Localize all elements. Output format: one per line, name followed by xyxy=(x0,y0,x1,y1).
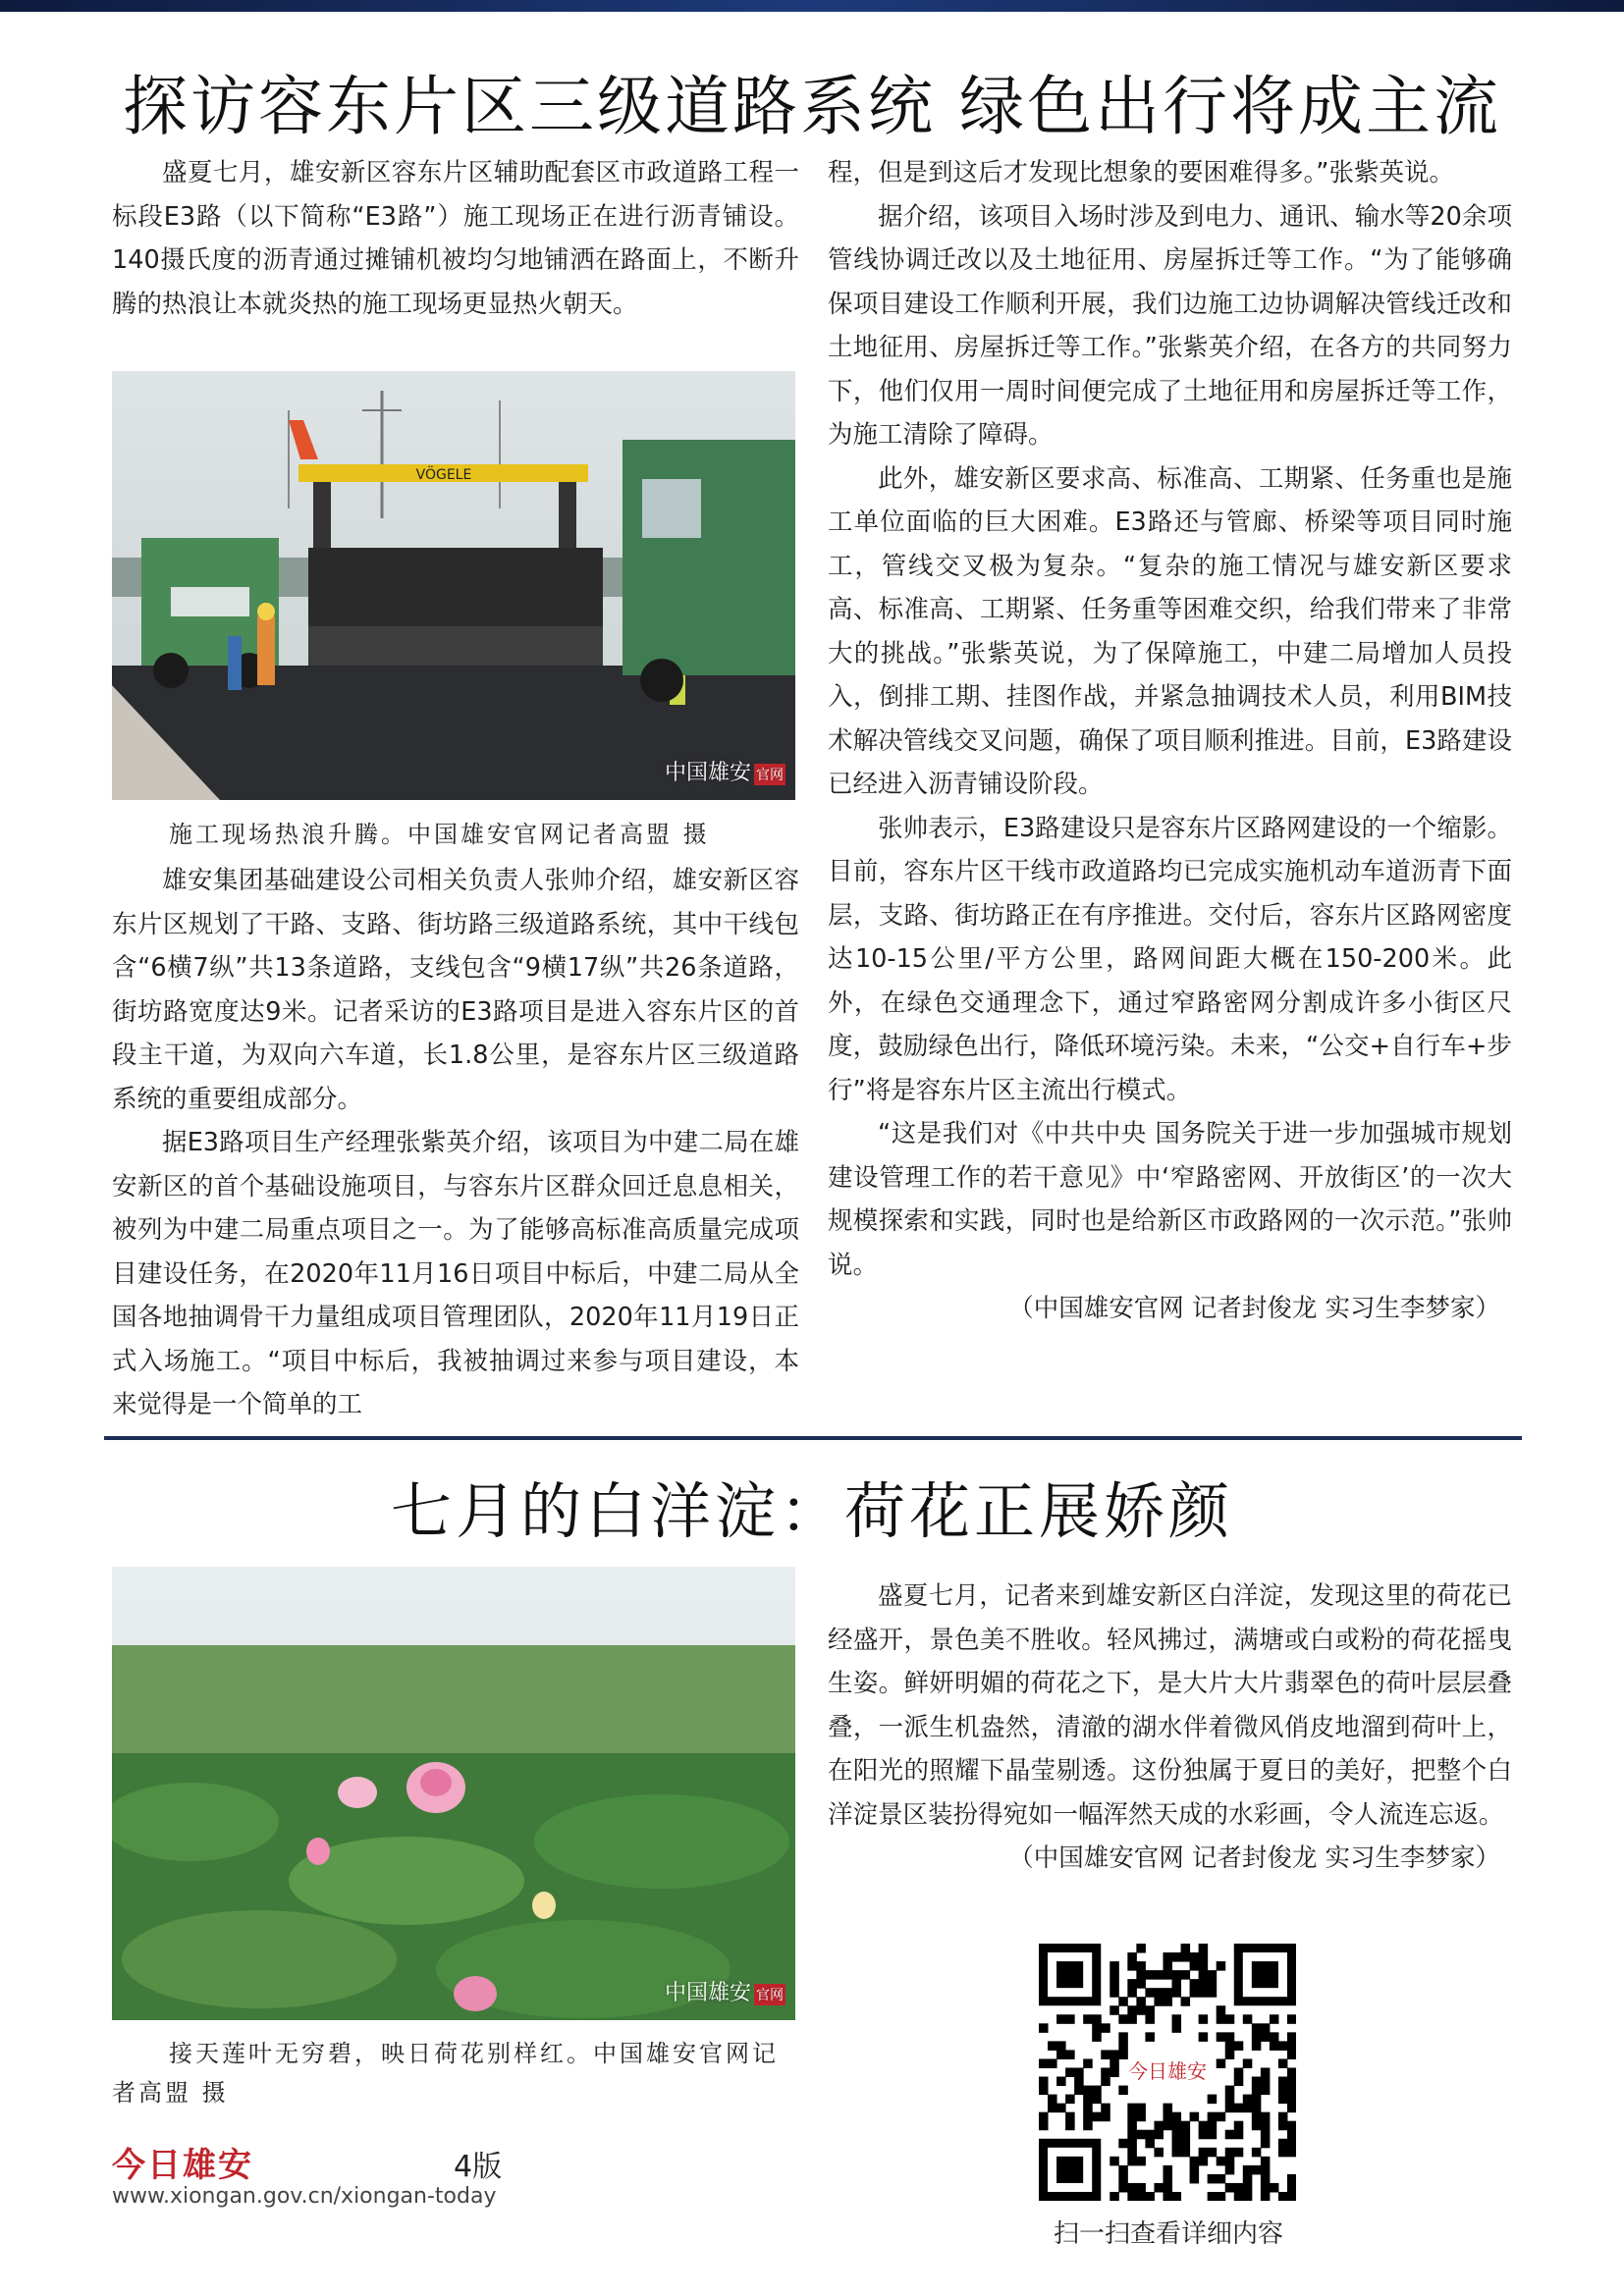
qr-module xyxy=(1127,1979,1137,1989)
article1-paragraph: 盛夏七月，雄安新区容东片区辅助配套区市政道路工程一标段E3路（以下简称“E3路”）施工现场正在进行沥青铺设。140摄氏度的沥青通过摊铺机被均匀地铺洒在路面上，不断升腾的热浪让本就炎热的施工现场更显热火朝天。 xyxy=(112,158,799,319)
qr-module xyxy=(1243,2192,1253,2201)
qr-module xyxy=(1127,2014,1137,2024)
qr-module xyxy=(1287,2050,1296,2059)
qr-module xyxy=(1261,2121,1271,2131)
qr-module xyxy=(1127,2130,1137,2140)
qr-module xyxy=(1181,2139,1191,2149)
qr-module xyxy=(1261,2130,1271,2140)
qr-module xyxy=(1208,2130,1218,2140)
article2-byline: （中国雄安官网 记者封俊龙 实习生李梦家） xyxy=(1008,1843,1500,1873)
qr-module xyxy=(1048,2058,1057,2068)
article1-paragraph: 雄安集团基础建设公司相关负责人张帅介绍，雄安新区容东片区规划了干路、支路、街坊路三级道路系统，其中干线包含“6横7纵”共13条道路，支线包含“9横17纵”共26条道路，街坊路宽度达9米。记者采访的E3路项目是进入容东片区的首段主干道，为双向六车道，长1.8公里，是容东片区三级道路系统的重要组成部分。 xyxy=(112,866,799,1114)
qr-module xyxy=(1163,1952,1172,1962)
qr-module xyxy=(1287,2095,1296,2105)
section-divider xyxy=(104,1436,1522,1440)
qr-module xyxy=(1208,1970,1218,1980)
qr-module xyxy=(1136,1944,1146,1953)
qr-module xyxy=(1243,2165,1253,2175)
qr-module xyxy=(1163,2192,1172,2201)
qr-module xyxy=(1136,1961,1146,1971)
qr-module xyxy=(1172,2023,1182,2033)
qr-module xyxy=(1217,2005,1226,2015)
qr-module xyxy=(1278,2041,1288,2051)
qr-module xyxy=(1136,2112,1146,2122)
qr-module xyxy=(1145,1970,1155,1980)
qr-module xyxy=(1234,2130,1244,2140)
qr-module xyxy=(1217,1961,1226,1971)
qr-module xyxy=(1154,1988,1164,1998)
qr-module xyxy=(1101,2077,1110,2087)
qr-module xyxy=(1083,2014,1093,2024)
qr-module xyxy=(1208,2174,1218,2184)
qr-module xyxy=(1065,2050,1075,2059)
qr-module xyxy=(1261,2183,1271,2193)
article1-byline: （中国雄安官网 记者封俊龙 实习生李梦家） xyxy=(1008,1294,1500,1323)
qr-module xyxy=(1110,1961,1119,1971)
qr-module xyxy=(1172,1979,1182,1989)
qr-module xyxy=(1074,2077,1084,2087)
qr-module xyxy=(1110,1979,1119,1989)
qr-module xyxy=(1163,2104,1172,2113)
qr-module xyxy=(1118,2014,1128,2024)
qr-module xyxy=(1208,1988,1218,1998)
qr-module xyxy=(1065,2121,1075,2131)
qr-module xyxy=(1074,2086,1084,2096)
photo-watermark: 中国雄安 官网 xyxy=(664,1981,784,2005)
qr-module xyxy=(1225,2165,1235,2175)
qr-module xyxy=(1056,2041,1066,2051)
qr-code-caption: 扫一扫查看详细内容 xyxy=(1053,2219,1283,2249)
qr-module xyxy=(1172,2139,1182,2149)
qr-module xyxy=(1199,2148,1209,2158)
qr-module xyxy=(1234,2041,1244,2051)
qr-module xyxy=(1110,2067,1119,2077)
qr-module xyxy=(1048,2104,1057,2113)
qr-module xyxy=(1163,1997,1172,2006)
qr-module xyxy=(1145,2005,1155,2015)
qr-module xyxy=(1154,2148,1164,2158)
qr-module xyxy=(1163,1961,1172,1971)
article1-paragraph: 程，但是到这后才发现比想象的要困难得多。”张紫英说。 xyxy=(828,158,1454,187)
footer-logo: 今日雄安 xyxy=(112,2146,253,2185)
qr-module xyxy=(1287,2014,1296,2024)
qr-module xyxy=(1234,2067,1244,2077)
article1-title: 探访容东片区三级道路系统 绿色出行将成主流 xyxy=(123,69,1501,144)
article2-title: 七月的白洋淀：荷花正展娇颜 xyxy=(390,1475,1233,1547)
qr-module xyxy=(1154,1970,1164,1980)
qr-module xyxy=(1287,2174,1296,2184)
qr-module xyxy=(1225,2050,1235,2059)
qr-module xyxy=(1154,2183,1164,2193)
qr-module xyxy=(1270,2041,1279,2051)
qr-module xyxy=(1092,2086,1102,2096)
qr-module xyxy=(1208,2121,1218,2131)
qr-module xyxy=(1225,2130,1235,2140)
qr-module xyxy=(1065,2112,1075,2122)
qr-module xyxy=(1225,2148,1235,2158)
qr-module xyxy=(1163,2121,1172,2131)
qr-module xyxy=(1136,2130,1146,2140)
qr-module xyxy=(1278,2058,1288,2068)
article1-column-left xyxy=(112,151,799,326)
qr-module xyxy=(1118,2139,1128,2149)
qr-module xyxy=(1127,2139,1137,2149)
qr-module xyxy=(1083,2086,1093,2096)
qr-module xyxy=(1154,1997,1164,2006)
qr-module xyxy=(1252,2112,1262,2122)
qr-module xyxy=(1154,2130,1164,2140)
svg-text:VÖGELE: VÖGELE xyxy=(415,467,472,483)
qr-module xyxy=(1217,2014,1226,2024)
qr-module xyxy=(1287,2183,1296,2193)
qr-module xyxy=(1136,2183,1146,2193)
qr-module xyxy=(1110,1988,1119,1998)
qr-module xyxy=(1145,2032,1155,2042)
qr-module xyxy=(1127,2121,1137,2131)
qr-module xyxy=(1287,2077,1296,2087)
qr-module xyxy=(1181,1970,1191,1980)
qr-module xyxy=(1208,2148,1218,2158)
qr-module xyxy=(1278,2077,1288,2087)
qr-module xyxy=(1261,2139,1271,2149)
qr-module xyxy=(1110,2050,1119,2059)
qr-finder xyxy=(1056,1961,1083,1988)
qr-module xyxy=(1163,1988,1172,1998)
qr-module xyxy=(1252,2077,1262,2087)
qr-module xyxy=(1083,2112,1093,2122)
qr-module xyxy=(1101,2067,1110,2077)
qr-module xyxy=(1261,2067,1271,2077)
qr-module xyxy=(1172,2130,1182,2140)
qr-module xyxy=(1243,2014,1253,2024)
qr-module xyxy=(1127,2157,1137,2166)
qr-module xyxy=(1199,1979,1209,1989)
qr-module xyxy=(1252,2121,1262,2131)
qr-module xyxy=(1163,2174,1172,2184)
top-banner-bar xyxy=(0,0,1624,12)
qr-module xyxy=(1127,1952,1137,1962)
qr-center-logo: 今日雄安 xyxy=(1128,2059,1207,2083)
qr-module xyxy=(1145,2014,1155,2024)
qr-module xyxy=(1225,2041,1235,2051)
qr-module xyxy=(1234,2104,1244,2113)
qr-module xyxy=(1163,2112,1172,2122)
qr-module xyxy=(1065,2095,1075,2105)
qr-module xyxy=(1199,2014,1209,2024)
qr-module xyxy=(1127,2112,1137,2122)
qr-module xyxy=(1217,2157,1226,2166)
qr-module xyxy=(1208,2112,1218,2122)
qr-module xyxy=(1199,2130,1209,2140)
qr-module xyxy=(1092,2095,1102,2105)
qr-module xyxy=(1039,2112,1049,2122)
qr-module xyxy=(1234,2121,1244,2131)
qr-module xyxy=(1199,2121,1209,2131)
qr-module xyxy=(1234,2148,1244,2158)
qr-module xyxy=(1101,2023,1110,2033)
qr-module xyxy=(1039,2077,1049,2087)
qr-module xyxy=(1287,2067,1296,2077)
photo-watermark: 中国雄安 官网 xyxy=(664,761,784,785)
qr-module xyxy=(1172,2014,1182,2024)
qr-module xyxy=(1243,2183,1253,2193)
qr-module xyxy=(1190,1988,1200,1998)
qr-module xyxy=(1199,1944,1209,1953)
qr-module xyxy=(1074,2067,1084,2077)
qr-module xyxy=(1208,2192,1218,2201)
qr-module xyxy=(1252,2086,1262,2096)
qr-module xyxy=(1172,1988,1182,1998)
qr-module xyxy=(1056,2050,1066,2059)
qr-module xyxy=(1217,2192,1226,2201)
qr-module xyxy=(1261,2086,1271,2096)
qr-module xyxy=(1083,2095,1093,2105)
qr-module xyxy=(1039,2086,1049,2096)
qr-module xyxy=(1252,2148,1262,2158)
qr-module xyxy=(1270,2032,1279,2042)
qr-module xyxy=(1190,2112,1200,2122)
qr-module xyxy=(1039,2023,1049,2033)
qr-module xyxy=(1136,2005,1146,2015)
qr-module xyxy=(1118,1997,1128,2006)
qr-module xyxy=(1181,2121,1191,2131)
qr-module xyxy=(1118,2183,1128,2193)
qr-module xyxy=(1225,2157,1235,2166)
qr-module xyxy=(1225,2183,1235,2193)
qr-module xyxy=(1261,2023,1271,2033)
qr-module xyxy=(1261,2157,1271,2166)
qr-module xyxy=(1101,2104,1110,2113)
qr-module xyxy=(1261,2077,1271,2087)
qr-module xyxy=(1261,2174,1271,2184)
construction-photo xyxy=(112,371,795,800)
qr-module xyxy=(1243,2104,1253,2113)
qr-module xyxy=(1136,2157,1146,2166)
qr-module xyxy=(1163,1970,1172,1980)
construction-photo-caption: 施工现场热浪升腾。中国雄安官网记者高盟 摄 xyxy=(169,821,710,848)
qr-module xyxy=(1217,2058,1226,2068)
lotus-photo xyxy=(112,1567,795,2020)
qr-module xyxy=(1145,2139,1155,2149)
qr-module xyxy=(1252,2041,1262,2051)
qr-module xyxy=(1252,2023,1262,2033)
qr-module xyxy=(1278,2139,1288,2149)
qr-module xyxy=(1287,2041,1296,2051)
qr-module xyxy=(1127,2104,1137,2113)
qr-module xyxy=(1287,2148,1296,2158)
qr-module xyxy=(1127,2183,1137,2193)
qr-module xyxy=(1092,2014,1102,2024)
qr-module xyxy=(1278,2192,1288,2201)
qr-module xyxy=(1199,1988,1209,1998)
qr-module xyxy=(1118,2050,1128,2059)
qr-module xyxy=(1243,2174,1253,2184)
qr-module xyxy=(1172,2112,1182,2122)
qr-module xyxy=(1261,2192,1271,2201)
qr-module xyxy=(1118,2041,1128,2051)
qr-module xyxy=(1092,2032,1102,2042)
qr-module xyxy=(1065,2067,1075,2077)
article1-paragraph: 张帅表示，E3路建设只是容东片区路网建设的一个缩影。目前，容东片区干线市政道路均已完成实施机动车道沥青下面层，支路、街坊路正在有序推进。交付后，容东片区路网密度达10-15公里/平方公里，路网间距大概在150-200米。此外，在绿色交通理念下，通过窄路密网分割成许多小街区尺度，鼓励绿色出行，降低环境污染。未来，“公交+自行车+步行”将是容东片区主流出行模式。 xyxy=(828,813,1512,1105)
qr-module xyxy=(1136,1997,1146,2006)
qr-module xyxy=(1270,2183,1279,2193)
qr-module xyxy=(1225,2104,1235,2113)
qr-module xyxy=(1118,2086,1128,2096)
qr-module xyxy=(1145,2130,1155,2140)
qr-module xyxy=(1270,2014,1279,2024)
qr-module xyxy=(1287,2032,1296,2042)
lotus-photo-caption: 接天莲叶无穷碧，映日荷花别样红。中国雄安官网记者高盟 摄 xyxy=(112,2040,779,2107)
qr-module xyxy=(1083,2058,1093,2068)
qr-module xyxy=(1145,2192,1155,2201)
qr-module xyxy=(1083,2121,1093,2131)
qr-module xyxy=(1278,2112,1288,2122)
qr-module xyxy=(1278,2148,1288,2158)
qr-module xyxy=(1278,2086,1288,2096)
qr-module xyxy=(1039,2121,1049,2131)
qr-module xyxy=(1234,2192,1244,2201)
qr-module xyxy=(1278,2121,1288,2131)
qr-module xyxy=(1136,2192,1146,2201)
article1-paragraph: 此外，雄安新区要求高、标准高、工期紧、任务重也是施工单位面临的巨大困难。E3路还与管廊、桥梁等项目同时施工，管线交叉极为复杂。“复杂的施工情况与雄安新区要求高、标准高、工期紧、任务重等困难交织，给我们带来了非常大的挑战。”张紫英说，为了保障施工，中建二局增加人员投入，倒排工期、挂图作战，并紧急抽调技术人员，利用BIM技术解决管线交叉问题，确保了项目顺利推进。目前，E3路建设已经进入沥青铺设阶段。 xyxy=(828,463,1512,799)
qr-module xyxy=(1234,2077,1244,2087)
qr-module xyxy=(1190,2157,1200,2166)
qr-module xyxy=(1199,1952,1209,1962)
qr-module xyxy=(1217,2112,1226,2122)
qr-module xyxy=(1127,2148,1137,2158)
qr-module xyxy=(1287,2130,1296,2140)
qr-module xyxy=(1065,2014,1075,2024)
qr-module xyxy=(1287,2121,1296,2131)
qr-module xyxy=(1118,2174,1128,2184)
qr-module xyxy=(1048,2095,1057,2105)
qr-module xyxy=(1225,2032,1235,2042)
qr-module xyxy=(1208,2095,1218,2105)
qr-module xyxy=(1287,2086,1296,2096)
qr-module xyxy=(1127,1988,1137,1998)
qr-module xyxy=(1127,1961,1137,1971)
qr-finder xyxy=(1252,1961,1278,1988)
qr-module xyxy=(1190,1961,1200,1971)
qr-module xyxy=(1101,2050,1110,2059)
qr-module xyxy=(1261,2165,1271,2175)
qr-module xyxy=(1145,1988,1155,1998)
qr-module xyxy=(1287,2192,1296,2201)
qr-module xyxy=(1261,2032,1271,2042)
qr-module xyxy=(1172,2192,1182,2201)
qr-module xyxy=(1181,1997,1191,2006)
article1-paragraph: 据E3路项目生产经理张紫英介绍，该项目为中建二局在雄安新区的首个基础设施项目，与容东片区群众回迁息息相关，被列为中建二局重点项目之一。为了能够高标准高质量完成项目建设任务，在2020年11月16日项目中标后，中建二局从全国各地抽调骨干力量组成项目管理团队，2020年11月19日正式入场施工。“项目中标后，我被抽调过来参与项目建设，本来觉得是一个简单的工 xyxy=(112,1128,799,1419)
qr-module xyxy=(1039,2058,1049,2068)
qr-module xyxy=(1199,1970,1209,1980)
qr-module xyxy=(1199,2032,1209,2042)
qr-module xyxy=(1092,2023,1102,2033)
page-number: 4版 xyxy=(454,2150,503,2184)
qr-module xyxy=(1048,2041,1057,2051)
qr-module xyxy=(1181,2148,1191,2158)
qr-module xyxy=(1163,2165,1172,2175)
qr-module xyxy=(1287,2139,1296,2149)
qr-module xyxy=(1208,1979,1218,1989)
qr-module xyxy=(1234,2183,1244,2193)
qr-module xyxy=(1217,2174,1226,2184)
qr-module xyxy=(1199,1961,1209,1971)
qr-module xyxy=(1225,2095,1235,2105)
qr-module xyxy=(1110,2157,1119,2166)
qr-module xyxy=(1252,2032,1262,2042)
qr-code[interactable] xyxy=(1039,1944,1296,2201)
qr-module xyxy=(1217,2032,1226,2042)
qr-module xyxy=(1287,2104,1296,2113)
qr-module xyxy=(1136,1979,1146,1989)
article1-column-left-continued xyxy=(112,859,799,1427)
qr-module xyxy=(1190,1952,1200,1962)
article2-body xyxy=(828,1575,1512,1881)
qr-module xyxy=(1190,2174,1200,2184)
qr-module xyxy=(1181,1952,1191,1962)
qr-module xyxy=(1252,2165,1262,2175)
qr-module xyxy=(1110,1970,1119,1980)
qr-module xyxy=(1136,2104,1146,2113)
qr-finder xyxy=(1056,2157,1083,2183)
footer-url[interactable]: www.xiongan.gov.cn/xiongan-today xyxy=(112,2184,497,2209)
qr-module xyxy=(1252,2095,1262,2105)
qr-module xyxy=(1110,2005,1119,2015)
qr-module xyxy=(1225,2086,1235,2096)
qr-module xyxy=(1181,2130,1191,2140)
article1-paragraph: “这是我们对《中共中央 国务院关于进一步加强城市规划建设管理工作的若干意见》中‘窄路密网、开放街区’的一次大规模探索和实践，同时也是给新区市政路网的一次示范。”张帅说。 xyxy=(828,1119,1512,1280)
qr-module xyxy=(1118,2032,1128,2042)
article2-paragraph: 盛夏七月，记者来到雄安新区白洋淀，发现这里的荷花已经盛开，景色美不胜收。轻风拂过，满塘或白或粉的荷花摇曳生姿。鲜妍明媚的荷花之下，是大片大片翡翠色的荷叶层层叠叠，一派生机盎然，清澈的湖水伴着微风俏皮地溜到荷叶上，在阳光的照耀下晶莹剔透。这份独属于夏日的美好，把整个白洋淀景区装扮得宛如一幅浑然天成的水彩画，令人流连忘返。 xyxy=(828,1581,1512,1830)
qr-module xyxy=(1136,1970,1146,1980)
qr-module xyxy=(1172,2148,1182,2158)
qr-module xyxy=(1172,1970,1182,1980)
qr-module xyxy=(1110,2192,1119,2201)
qr-module xyxy=(1199,2157,1209,2166)
qr-module xyxy=(1056,2014,1066,2024)
qr-module xyxy=(1056,2077,1066,2087)
qr-module xyxy=(1190,2165,1200,2175)
qr-module xyxy=(1163,2183,1172,2193)
article1-paragraph: 据介绍，该项目入场时涉及到电力、通讯、输水等20余项管线协调迁改以及土地征用、房屋拆迁等工作。“为了能够确保项目建设工作顺利开展，我们边施工边协调解决管线迁改和土地征用、房屋拆迁等工作。”张紫英介绍，在各方的共同努力下，他们仅用一周时间便完成了土地征用和房屋拆迁等工作，为施工清除了障碍。 xyxy=(828,201,1512,450)
qr-module xyxy=(1243,2095,1253,2105)
qr-module xyxy=(1252,2104,1262,2113)
qr-module xyxy=(1118,2165,1128,2175)
qr-module xyxy=(1127,2192,1137,2201)
qr-module xyxy=(1110,2058,1119,2068)
qr-module xyxy=(1225,2014,1235,2024)
qr-module xyxy=(1083,2104,1093,2113)
qr-module xyxy=(1154,2121,1164,2131)
qr-module xyxy=(1101,2112,1110,2122)
qr-module xyxy=(1181,1944,1191,1953)
qr-module xyxy=(1127,2005,1137,2015)
qr-module xyxy=(1190,1979,1200,1989)
qr-module xyxy=(1261,2112,1271,2122)
qr-module xyxy=(1243,2058,1253,2068)
qr-module xyxy=(1172,1952,1182,1962)
qr-module xyxy=(1056,2104,1066,2113)
qr-module xyxy=(1278,2095,1288,2105)
qr-module xyxy=(1172,2121,1182,2131)
qr-module xyxy=(1092,2112,1102,2122)
article1-column-right xyxy=(828,151,1512,1331)
